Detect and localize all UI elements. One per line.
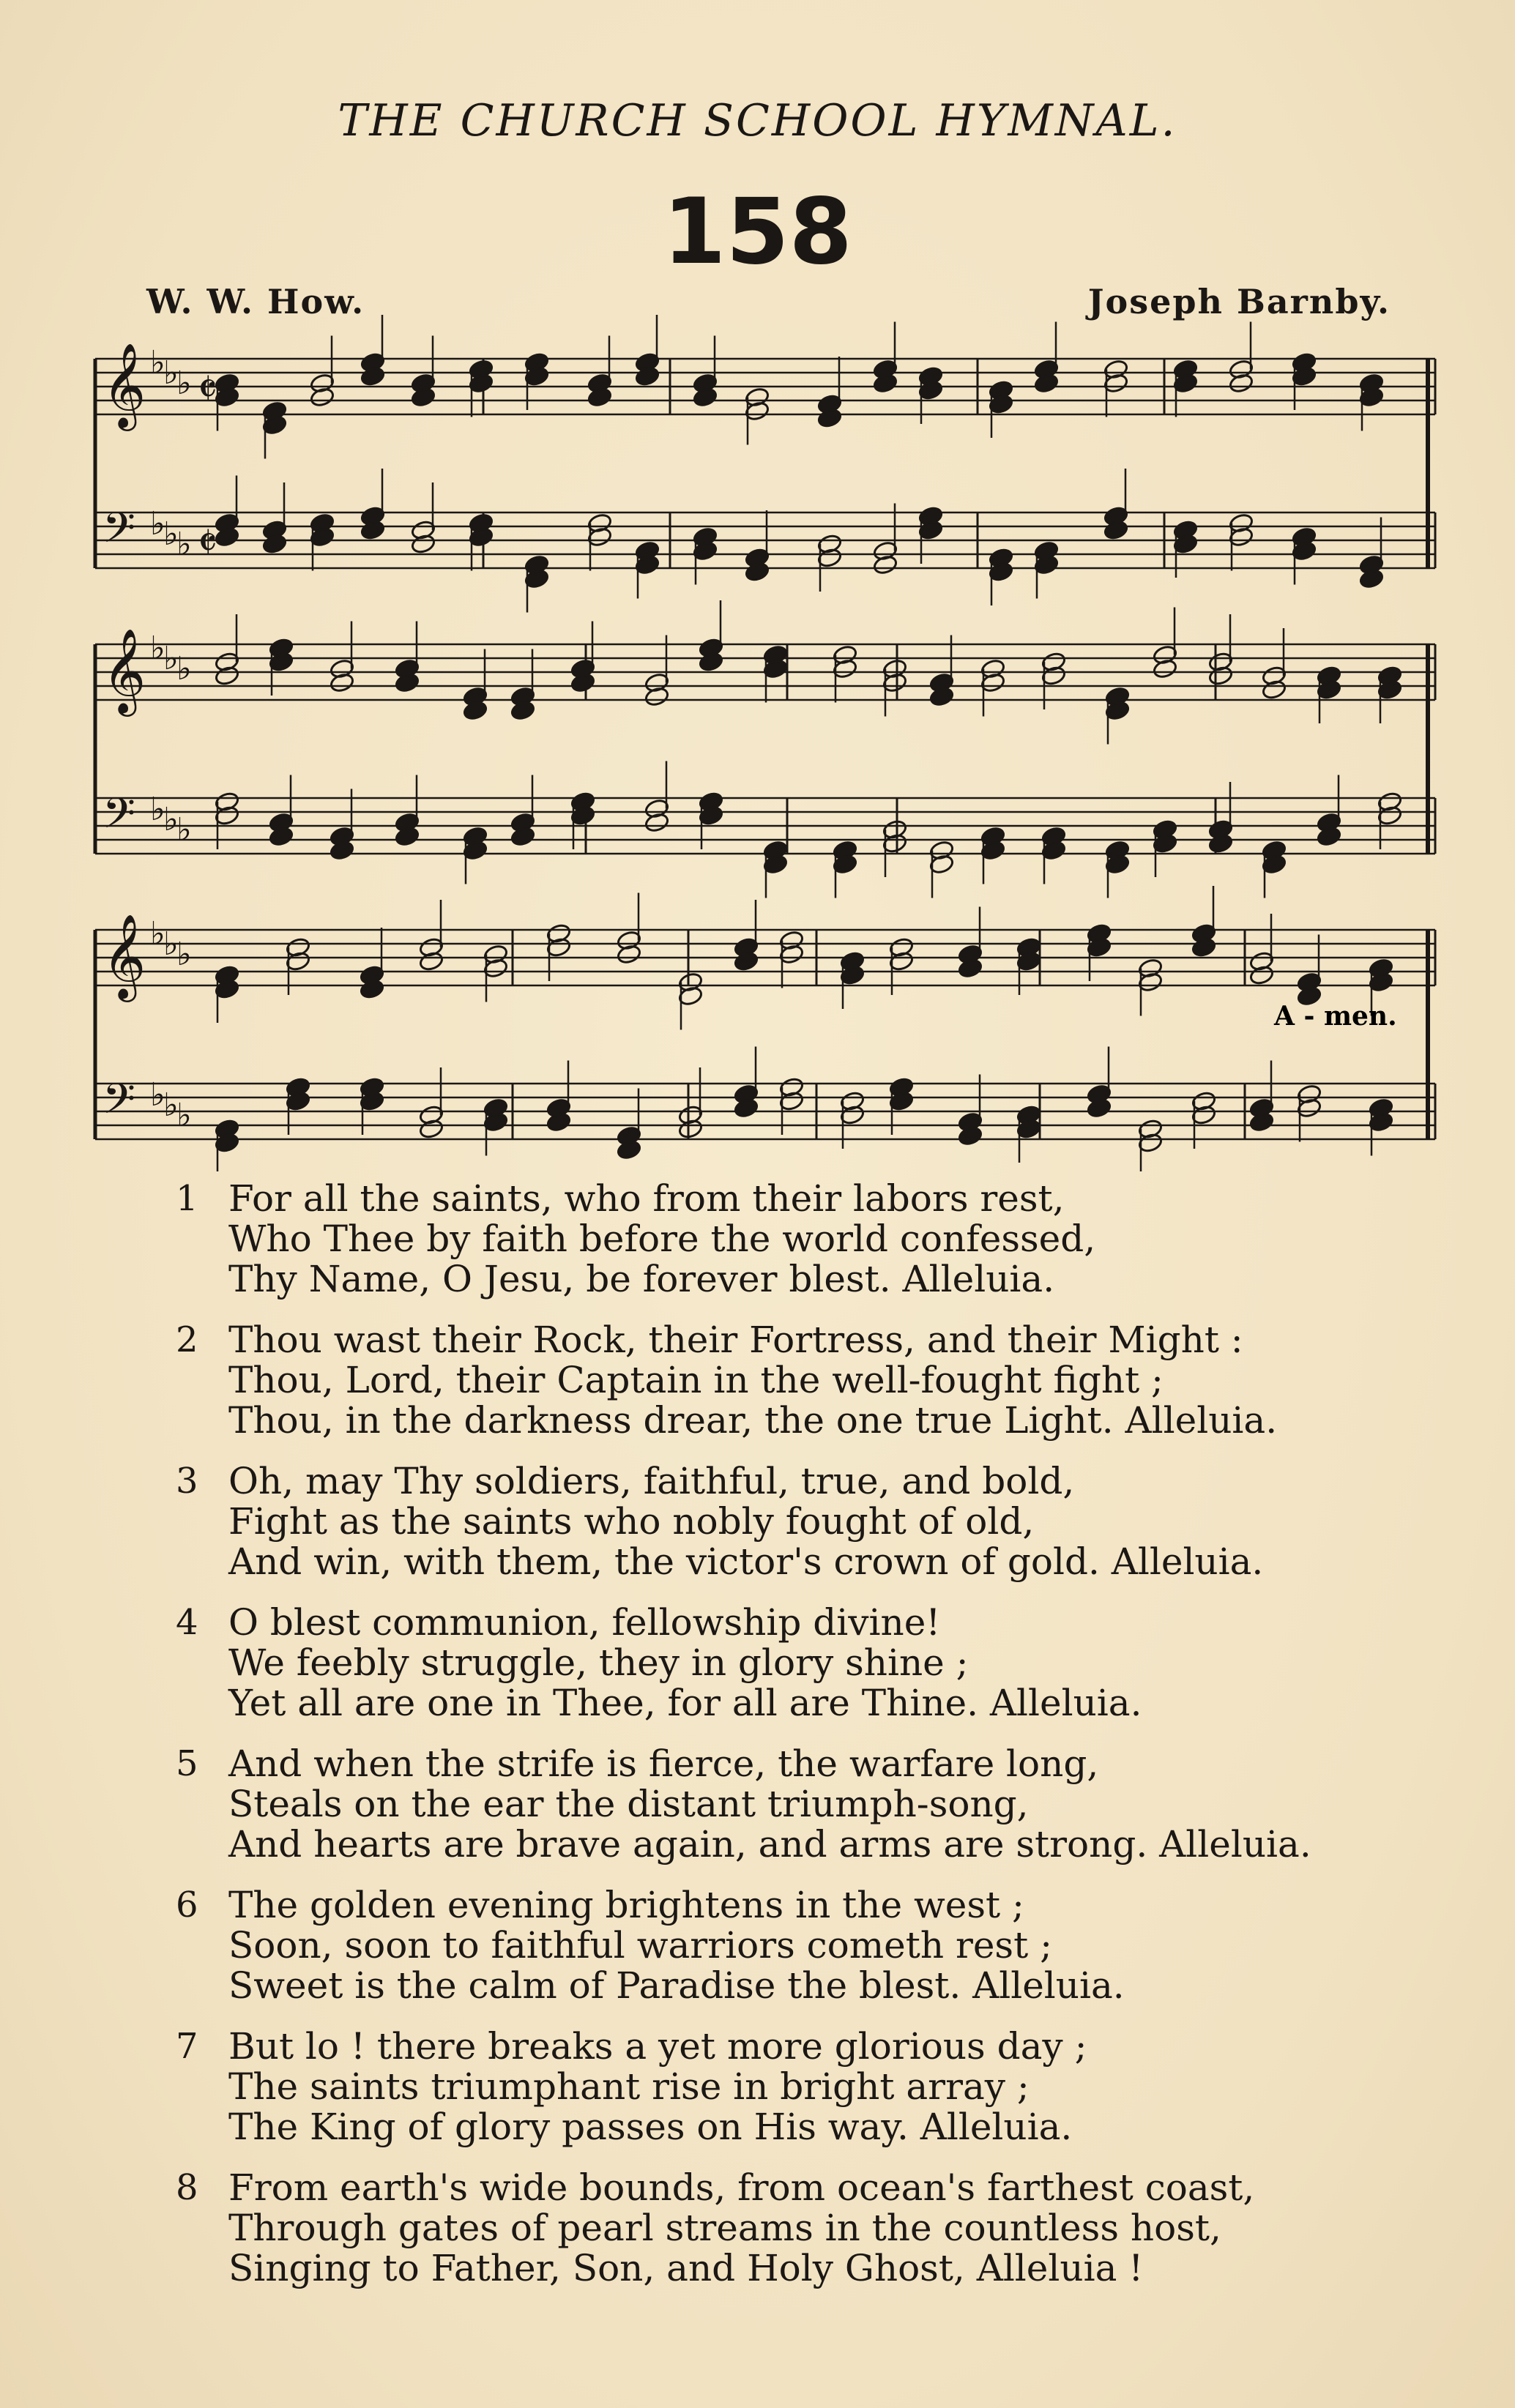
- verse-number: 2: [176, 1319, 198, 1360]
- verse-8: [176, 2168, 1421, 2289]
- verse-line: [176, 2248, 1421, 2289]
- flat-icon: ♭: [163, 1086, 179, 1124]
- flat-icon: ♭: [150, 630, 165, 667]
- author-credit: W. W. How.: [146, 282, 365, 321]
- verse-2: [176, 1320, 1421, 1441]
- verse-text: We feebly struggle, they in glory shine ;: [228, 1641, 969, 1684]
- verse-line: [176, 1259, 1421, 1300]
- time-signature: 𝄵: [198, 364, 217, 415]
- verse-text: Oh, may Thy soldiers, faithful, true, and bold,: [228, 1460, 1075, 1502]
- verse-line: [176, 1461, 1421, 1502]
- verse-text: Thou, Lord, their Captain in the well-fought fight ;: [228, 1359, 1164, 1401]
- verse-5: [176, 1744, 1421, 1865]
- composer-credit: Joseph Barnby.: [1087, 282, 1391, 321]
- verse-4: [176, 1603, 1421, 1723]
- time-signature: 𝄵: [198, 518, 217, 569]
- music-score: [0, 0, 1515, 1171]
- verse-line: [176, 2067, 1421, 2107]
- flat-icon: ♭: [150, 1076, 165, 1114]
- bass-clef-icon: 𝄢: [103, 1074, 136, 1134]
- flat-icon: ♭: [150, 915, 165, 953]
- verse-line: [176, 1824, 1421, 1865]
- flat-icon: ♭: [150, 344, 165, 381]
- bass-clef-icon: 𝄢: [103, 789, 136, 849]
- verse-7: [176, 2027, 1421, 2147]
- verse-text: But lo ! there breaks a yet more glorious day ;: [228, 2025, 1087, 2068]
- flat-icon: ♭: [150, 505, 165, 543]
- verse-1: [176, 1179, 1421, 1300]
- verse-text: Singing to Father, Son, and Holy Ghost, Alleluia !: [228, 2247, 1144, 2289]
- verse-text: Who Thee by faith before the world confessed,: [228, 1218, 1096, 1260]
- verse-text: Steals on the ear the distant triumph-song,: [228, 1783, 1029, 1825]
- verse-text: Thy Name, O Jesu, be forever blest. Alleluia.: [228, 1258, 1055, 1300]
- verse-text: And when the strife is fierce, the warfare long,: [228, 1742, 1099, 1785]
- verse-text: The King of glory passes on His way. Alleluia.: [228, 2106, 1073, 2148]
- bass-clef-icon: 𝄢: [103, 503, 136, 563]
- verse-text: For all the saints, who from their labors rest,: [228, 1177, 1065, 1220]
- verse-text: Through gates of pearl streams in the countless host,: [228, 2207, 1221, 2249]
- verse-line: [176, 1401, 1421, 1441]
- verse-text: O blest communion, fellowship divine!: [228, 1601, 941, 1644]
- verse-text: From earth's wide bounds, from ocean's farthest coast,: [228, 2166, 1255, 2209]
- verse-number: 8: [176, 2167, 198, 2208]
- verse-line: [176, 2208, 1421, 2248]
- flat-icon: ♭: [176, 650, 192, 687]
- verse-line: [176, 2168, 1421, 2208]
- flat-icon: ♭: [176, 365, 192, 402]
- verse-line: [176, 1784, 1421, 1824]
- verse-line: [176, 1926, 1421, 1966]
- flat-icon: ♭: [176, 936, 192, 973]
- verse-line: [176, 2107, 1421, 2147]
- verse-line: [176, 1744, 1421, 1784]
- verse-3: [176, 1461, 1421, 1582]
- verse-6: [176, 1885, 1421, 2006]
- verse-text: Yet all are one in Thee, for all are Thine. Alleluia.: [228, 1682, 1142, 1724]
- verse-line: [176, 1360, 1421, 1401]
- verse-line: [176, 1885, 1421, 1926]
- verse-text: And win, with them, the victor's crown of gold. Alleluia.: [228, 1540, 1264, 1583]
- flat-icon: ♭: [163, 640, 179, 677]
- verse-line: [176, 1603, 1421, 1643]
- verse-text: Thou, in the darkness drear, the one true Light. Alleluia.: [228, 1399, 1278, 1442]
- amen-label: A - men.: [1274, 1001, 1397, 1032]
- verse-line: [176, 1179, 1421, 1219]
- verse-line: [176, 1683, 1421, 1723]
- verse-line: [176, 1966, 1421, 2006]
- verse-number: 4: [176, 1602, 198, 1643]
- verse-number: 1: [176, 1178, 198, 1219]
- verse-line: [176, 1643, 1421, 1683]
- treble-clef-icon: 𝄞: [103, 627, 146, 713]
- verse-number: 7: [176, 2026, 198, 2067]
- flat-icon: ♭: [176, 811, 192, 849]
- music-system: [95, 886, 1435, 1171]
- verse-line: [176, 1219, 1421, 1259]
- verse-line: [176, 1542, 1421, 1582]
- verse-line: [176, 2027, 1421, 2067]
- verses-block: [176, 1179, 1421, 2309]
- flat-icon: ♭: [150, 791, 165, 828]
- verse-number: 5: [176, 1743, 198, 1784]
- music-system: [95, 600, 1435, 898]
- flat-icon: ♭: [163, 801, 179, 838]
- verse-number: 3: [176, 1461, 198, 1502]
- verse-text: Sweet is the calm of Paradise the blest. Alleluia.: [228, 1964, 1125, 2007]
- verse-text: The golden evening brightens in the west ;: [228, 1884, 1024, 1926]
- flat-icon: ♭: [163, 354, 179, 392]
- music-system: [95, 315, 1435, 613]
- running-title: THE CHURCH SCHOOL HYMNAL.: [338, 95, 1177, 146]
- hymn-number: 158: [663, 179, 852, 285]
- flat-icon: ♭: [163, 515, 179, 553]
- treble-clef-icon: 𝄞: [103, 913, 146, 999]
- treble-clef-icon: 𝄞: [103, 342, 146, 428]
- music-systems: [95, 315, 1435, 1171]
- verse-text: Thou wast their Rock, their Fortress, and their Might :: [228, 1319, 1243, 1361]
- verse-text: Fight as the saints who nobly fought of old,: [228, 1500, 1035, 1543]
- verse-line: [176, 1502, 1421, 1542]
- flat-icon: ♭: [176, 526, 192, 563]
- flat-icon: ♭: [163, 925, 179, 963]
- verse-line: [176, 1320, 1421, 1360]
- verse-text: And hearts are brave again, and arms are strong. Alleluia.: [228, 1823, 1311, 1865]
- verse-number: 6: [176, 1885, 198, 1926]
- verse-text: The saints triumphant rise in bright array ;: [228, 2065, 1030, 2108]
- flat-icon: ♭: [176, 1097, 192, 1134]
- verse-text: Soon, soon to faithful warriors cometh rest ;: [228, 1924, 1052, 1967]
